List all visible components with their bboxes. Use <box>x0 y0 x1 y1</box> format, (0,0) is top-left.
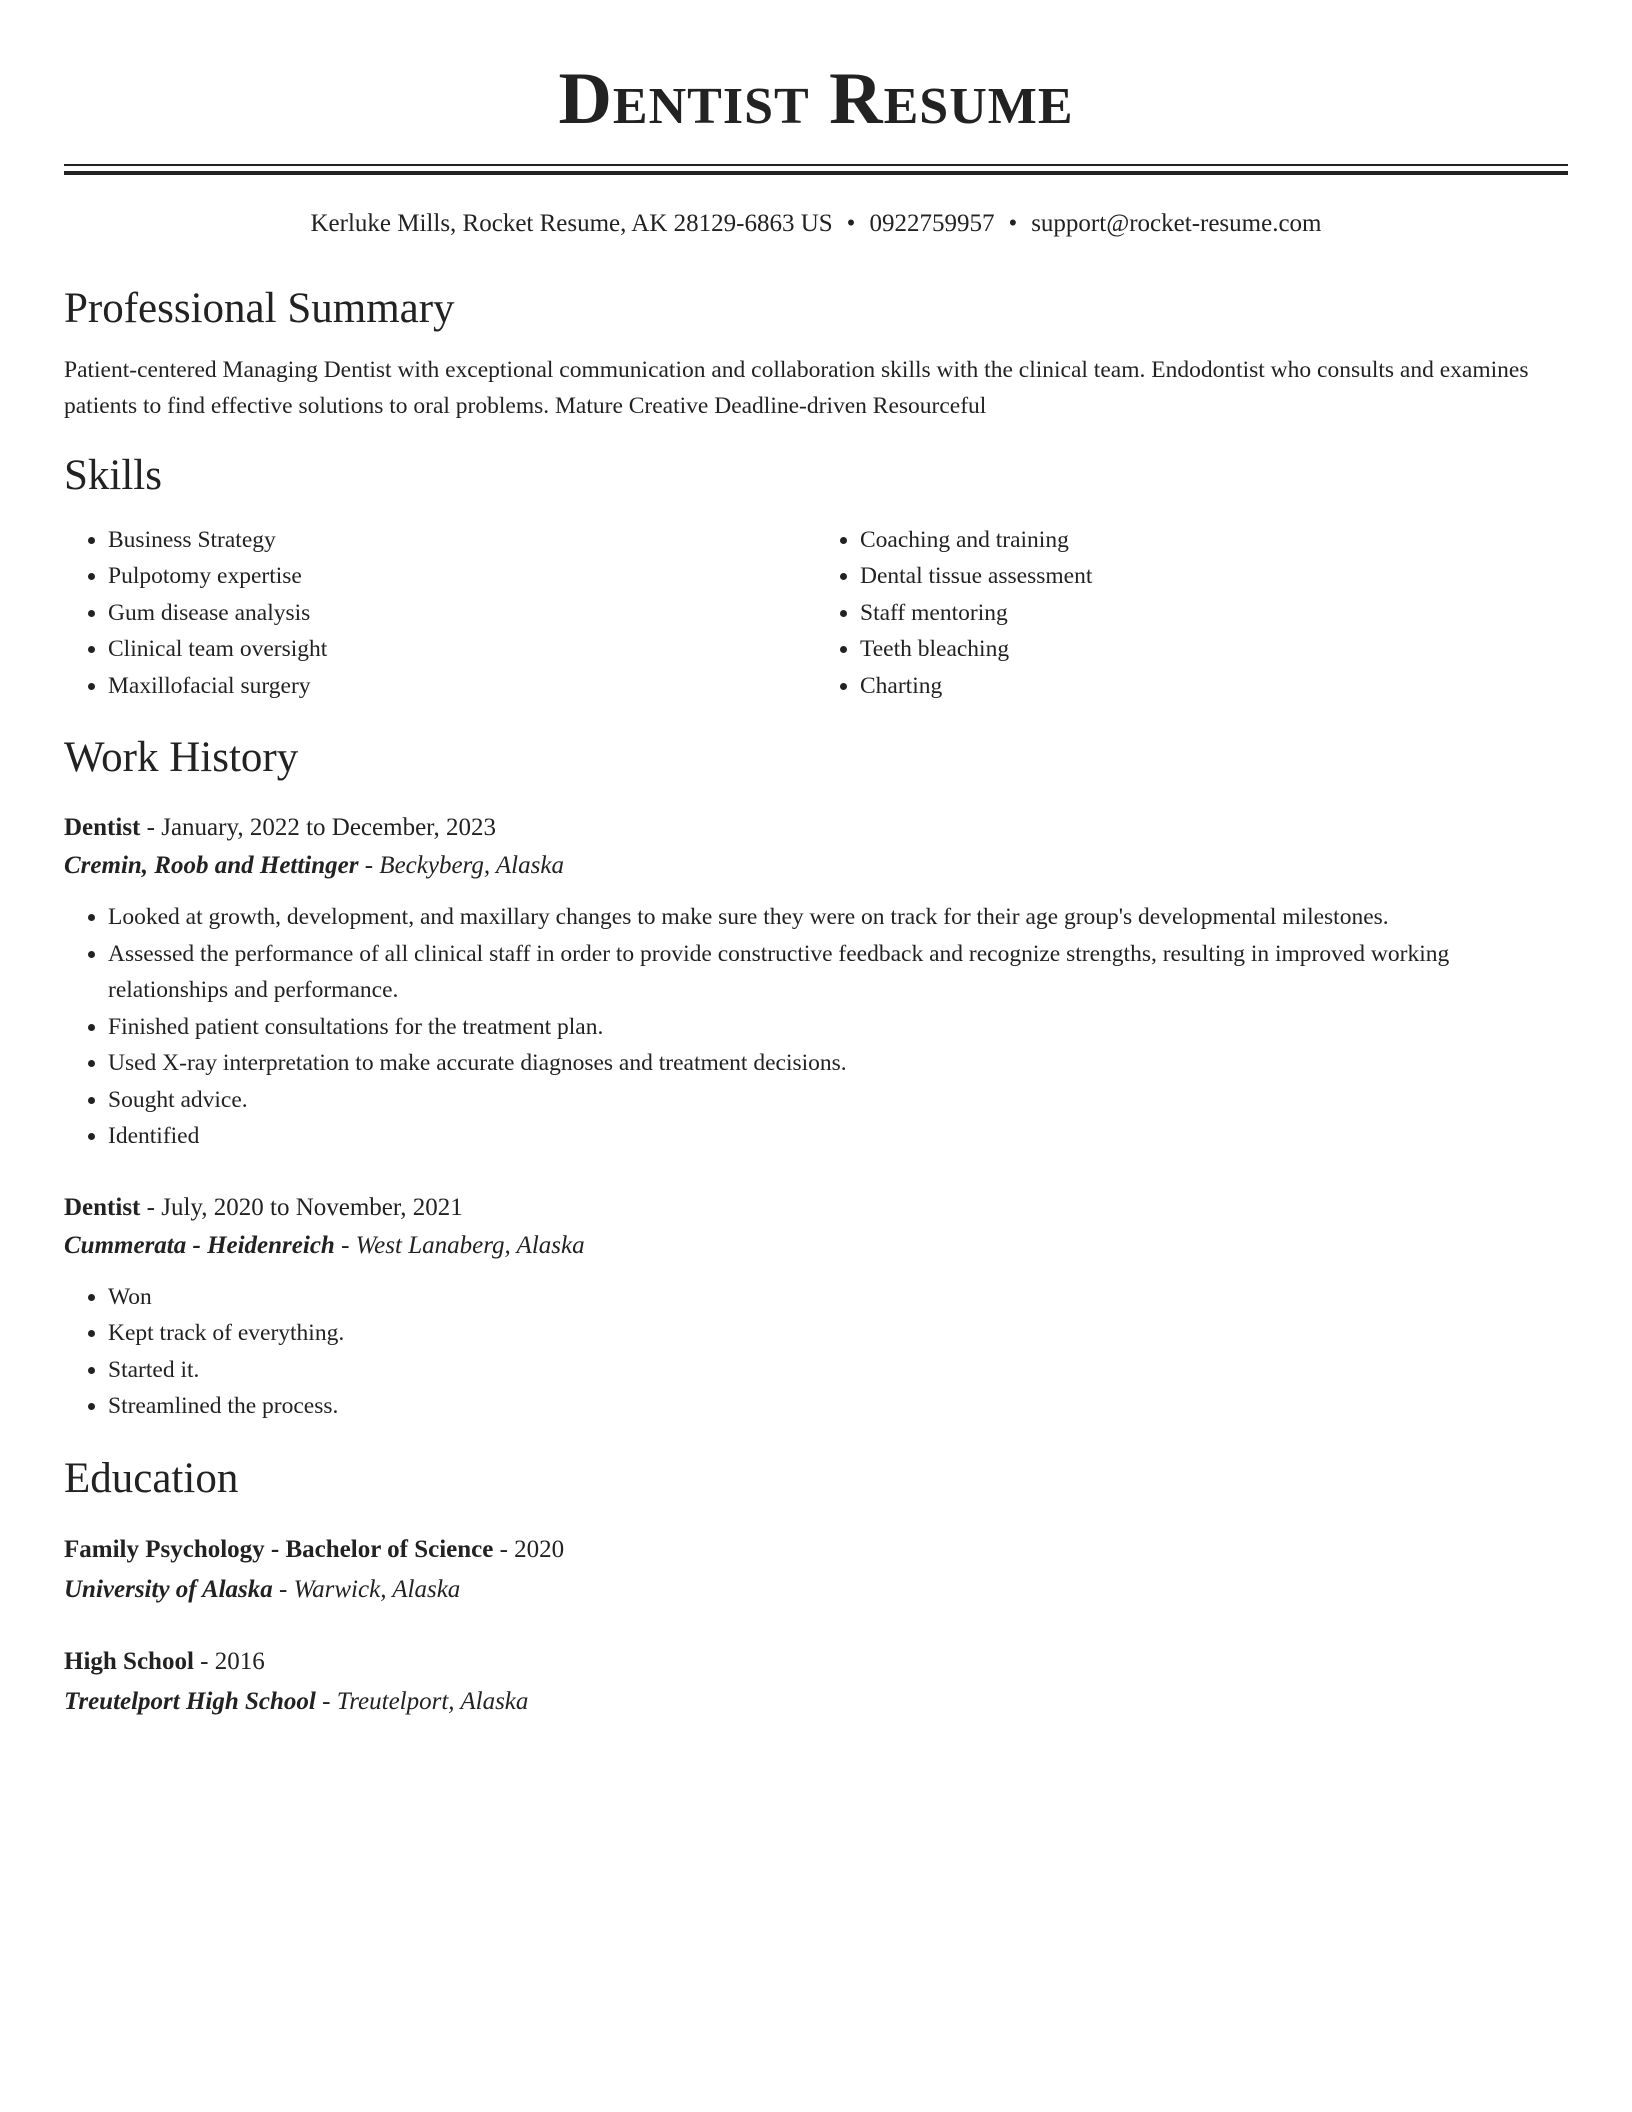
job-title-line <box>64 809 1568 847</box>
education-degree-line <box>64 1530 1568 1570</box>
skill-item: • Staff mentoring <box>860 595 1568 632</box>
job-entry <box>64 809 1568 1155</box>
summary-text: Patient-centered Managing Dentist with exceptional communication and collaboration skills with the clinical team. Endodontist who consults and examines patients to find effective solutions to oral problems. Mature Creative Deadline-driven Resourceful <box>64 357 1529 420</box>
education-heading: Education <box>64 1454 239 1502</box>
job-bullet: • Identified <box>108 1118 1568 1155</box>
education-degree: Family Psychology - Bachelor of Science <box>64 1536 494 1564</box>
skills-column-left <box>64 522 816 705</box>
education-year: - 2020 <box>493 1536 565 1564</box>
education-school-line <box>64 1682 1568 1722</box>
skill-item: • Pulpotomy expertise <box>108 558 816 595</box>
job-title: Dentist <box>64 814 141 842</box>
skills-list <box>64 522 1568 705</box>
contact-email: support@rocket-resume.com <box>1031 210 1322 237</box>
title-divider <box>64 164 1568 175</box>
job-bullet: • Started it. <box>108 1352 1568 1389</box>
education-degree-line <box>64 1642 1568 1682</box>
contact-address: Kerluke Mills, Rocket Resume, AK 28129-6863 US <box>310 210 833 237</box>
skill-item: • Teeth bleaching <box>860 631 1568 668</box>
job-bullet: • Assessed the performance of all clinical staff in order to provide constructive feedback and recognize strengths, resulting in improved working relationships and performance. <box>108 936 1568 1009</box>
job-bullet: • Kept track of everything. <box>108 1315 1568 1352</box>
skills-heading: Skills <box>64 452 162 500</box>
skill-item: • Charting <box>860 668 1568 705</box>
job-company-line <box>64 1227 1568 1265</box>
job-bullet: • Streamlined the process. <box>108 1388 1568 1425</box>
job-location: - Beckyberg, Alaska <box>358 852 564 880</box>
skill-item: • Coaching and training <box>860 522 1568 559</box>
education-school: Treutelport High School <box>64 1688 316 1716</box>
job-bullet: • Used X-ray interpretation to make accurate diagnoses and treatment decisions. <box>108 1045 1568 1082</box>
job-bullets <box>64 1279 1568 1425</box>
contact-line <box>64 209 1568 239</box>
contact-separator: • <box>1008 210 1018 237</box>
skill-item: • Clinical team oversight <box>108 631 816 668</box>
job-dates: - January, 2022 to December, 2023 <box>140 814 496 842</box>
job-company: Cremin, Roob and Hettinger <box>64 852 359 880</box>
skill-item: • Dental tissue assessment <box>860 558 1568 595</box>
job-bullet: • Looked at growth, development, and maxillary changes to make sure they were on track for their age group's developmental milestones. <box>108 899 1568 936</box>
resume-title: Dentist Resume <box>558 58 1074 140</box>
education-school-line <box>64 1570 1568 1610</box>
education-degree: High School <box>64 1648 194 1676</box>
skill-item: • Maxillofacial surgery <box>108 668 816 705</box>
job-title-line <box>64 1189 1568 1227</box>
resume-page <box>64 0 1568 1722</box>
job-bullet: • Finished patient consultations for the treatment plan. <box>108 1009 1568 1046</box>
education-year: - 2016 <box>193 1648 265 1676</box>
contact-separator: • <box>846 210 856 237</box>
contact-phone: 0922759957 <box>869 210 995 237</box>
work-history-heading: Work History <box>64 734 299 782</box>
job-bullets <box>64 899 1568 1155</box>
skills-column-right <box>816 522 1568 705</box>
skill-item: • Gum disease analysis <box>108 595 816 632</box>
summary-heading: Professional Summary <box>64 285 455 332</box>
education-location: - Warwick, Alaska <box>272 1576 461 1604</box>
job-location: - West Lanaberg, Alaska <box>334 1231 585 1259</box>
job-bullet: • Won <box>108 1279 1568 1316</box>
education-location: - Treutelport, Alaska <box>315 1688 529 1716</box>
job-company: Cummerata - Heidenreich <box>64 1231 335 1259</box>
education-school: University of Alaska <box>64 1576 273 1604</box>
skill-item: • Business Strategy <box>108 522 816 559</box>
job-dates: - July, 2020 to November, 2021 <box>140 1193 463 1221</box>
job-title: Dentist <box>64 1193 141 1221</box>
education-entry <box>64 1530 1568 1610</box>
education-entry <box>64 1642 1568 1722</box>
job-bullet: • Sought advice. <box>108 1082 1568 1119</box>
job-company-line <box>64 847 1568 885</box>
job-entry <box>64 1189 1568 1425</box>
